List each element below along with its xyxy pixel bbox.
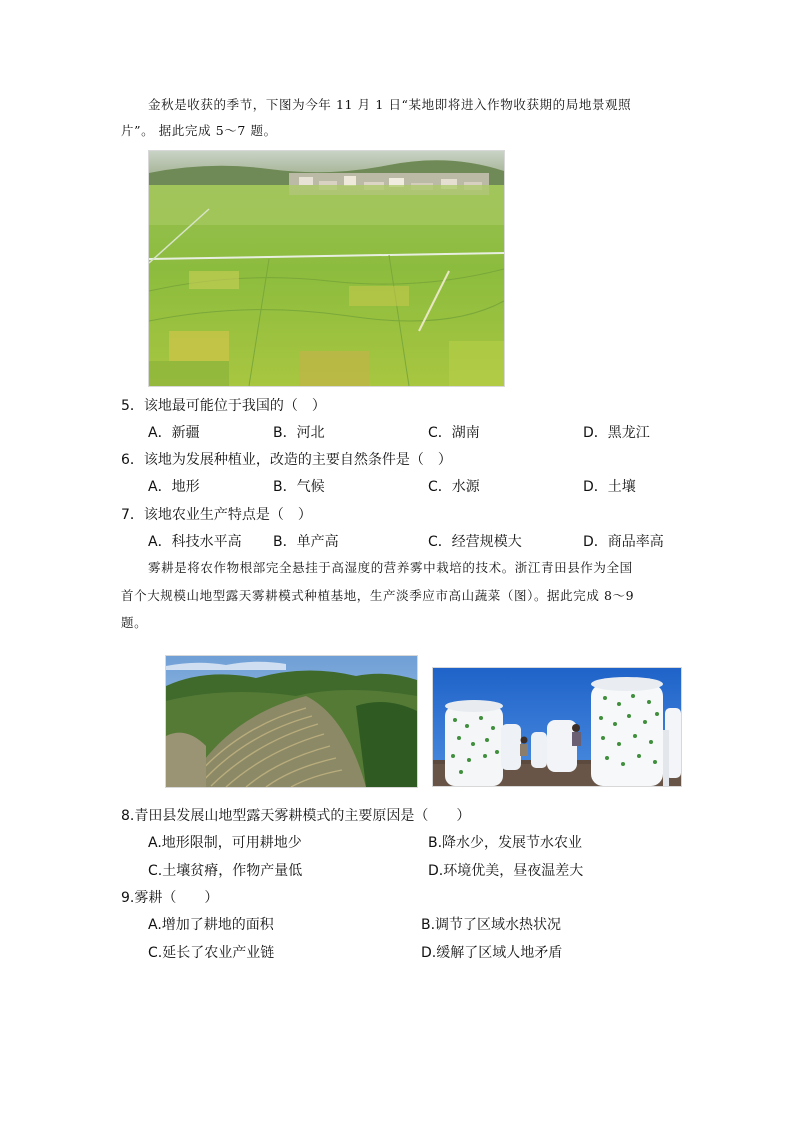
question-5-option-a[interactable]: A．新疆 (148, 425, 200, 441)
question-7-option-c[interactable]: C．经营规模大 (428, 534, 522, 550)
section2-intro-line1: 雾耕是将农作物根部完全悬挂于高湿度的营养雾中栽培的技术。浙江青田县作为全国 (148, 560, 633, 575)
question-6-option-a[interactable]: A．地形 (148, 479, 200, 495)
question-8-option-a[interactable]: A.地形限制，可用耕地少 (148, 835, 302, 851)
question-8-option-c[interactable]: C.土壤贫瘠，作物产量低 (148, 863, 303, 879)
question-6-option-c[interactable]: C．水源 (428, 479, 480, 495)
question-5-stem: 5．该地最可能位于我国的（ ） (121, 398, 326, 414)
section1-intro-line2: 片”。 据此完成 5～7 题。 (121, 123, 277, 138)
section2-intro-line3: 题。 (121, 615, 148, 630)
mountain-terraces-photo (165, 655, 418, 788)
question-5-option-b[interactable]: B．河北 (273, 425, 325, 441)
section2-intro-line2: 首个大规模山地型露天雾耕模式种植基地，生产淡季应市高山蔬菜（图）。据此完成 8～9 (121, 588, 635, 603)
aeroponic-towers-photo (432, 667, 682, 787)
question-6-option-d[interactable]: D．土壤 (583, 479, 636, 495)
question-6-option-b[interactable]: B．气候 (273, 479, 325, 495)
question-5-option-c[interactable]: C．湖南 (428, 425, 480, 441)
question-9-stem: 9.雾耕（ ） (121, 890, 219, 906)
question-9-option-a[interactable]: A.增加了耕地的面积 (148, 917, 274, 933)
question-9-option-b[interactable]: B.调节了区域水热状况 (421, 917, 562, 933)
question-9-option-d[interactable]: D.缓解了区域人地矛盾 (421, 945, 563, 961)
section1-intro-line1: 金秋是收获的季节，下图为今年 11 月 1 日“某地即将进入作物收获期的局地景观照 (148, 97, 632, 112)
question-5-option-d[interactable]: D．黑龙江 (583, 425, 650, 441)
question-6-stem: 6．该地为发展种植业，改造的主要自然条件是（ ） (121, 452, 452, 468)
question-7-option-b[interactable]: B．单产高 (273, 534, 339, 550)
question-7-option-a[interactable]: A．科技水平高 (148, 534, 242, 550)
question-8-stem: 8.青田县发展山地型露天雾耕模式的主要原因是（ ） (121, 808, 471, 824)
question-9-option-c[interactable]: C.延长了农业产业链 (148, 945, 275, 961)
question-7-stem: 7．该地农业生产特点是（ ） (121, 507, 312, 523)
question-7-option-d[interactable]: D．商品率高 (583, 534, 664, 550)
question-8-option-d[interactable]: D.环境优美，昼夜温差大 (428, 863, 584, 879)
rice-field-aerial-photo (148, 150, 505, 387)
question-8-option-b[interactable]: B.降水少，发展节水农业 (428, 835, 583, 851)
